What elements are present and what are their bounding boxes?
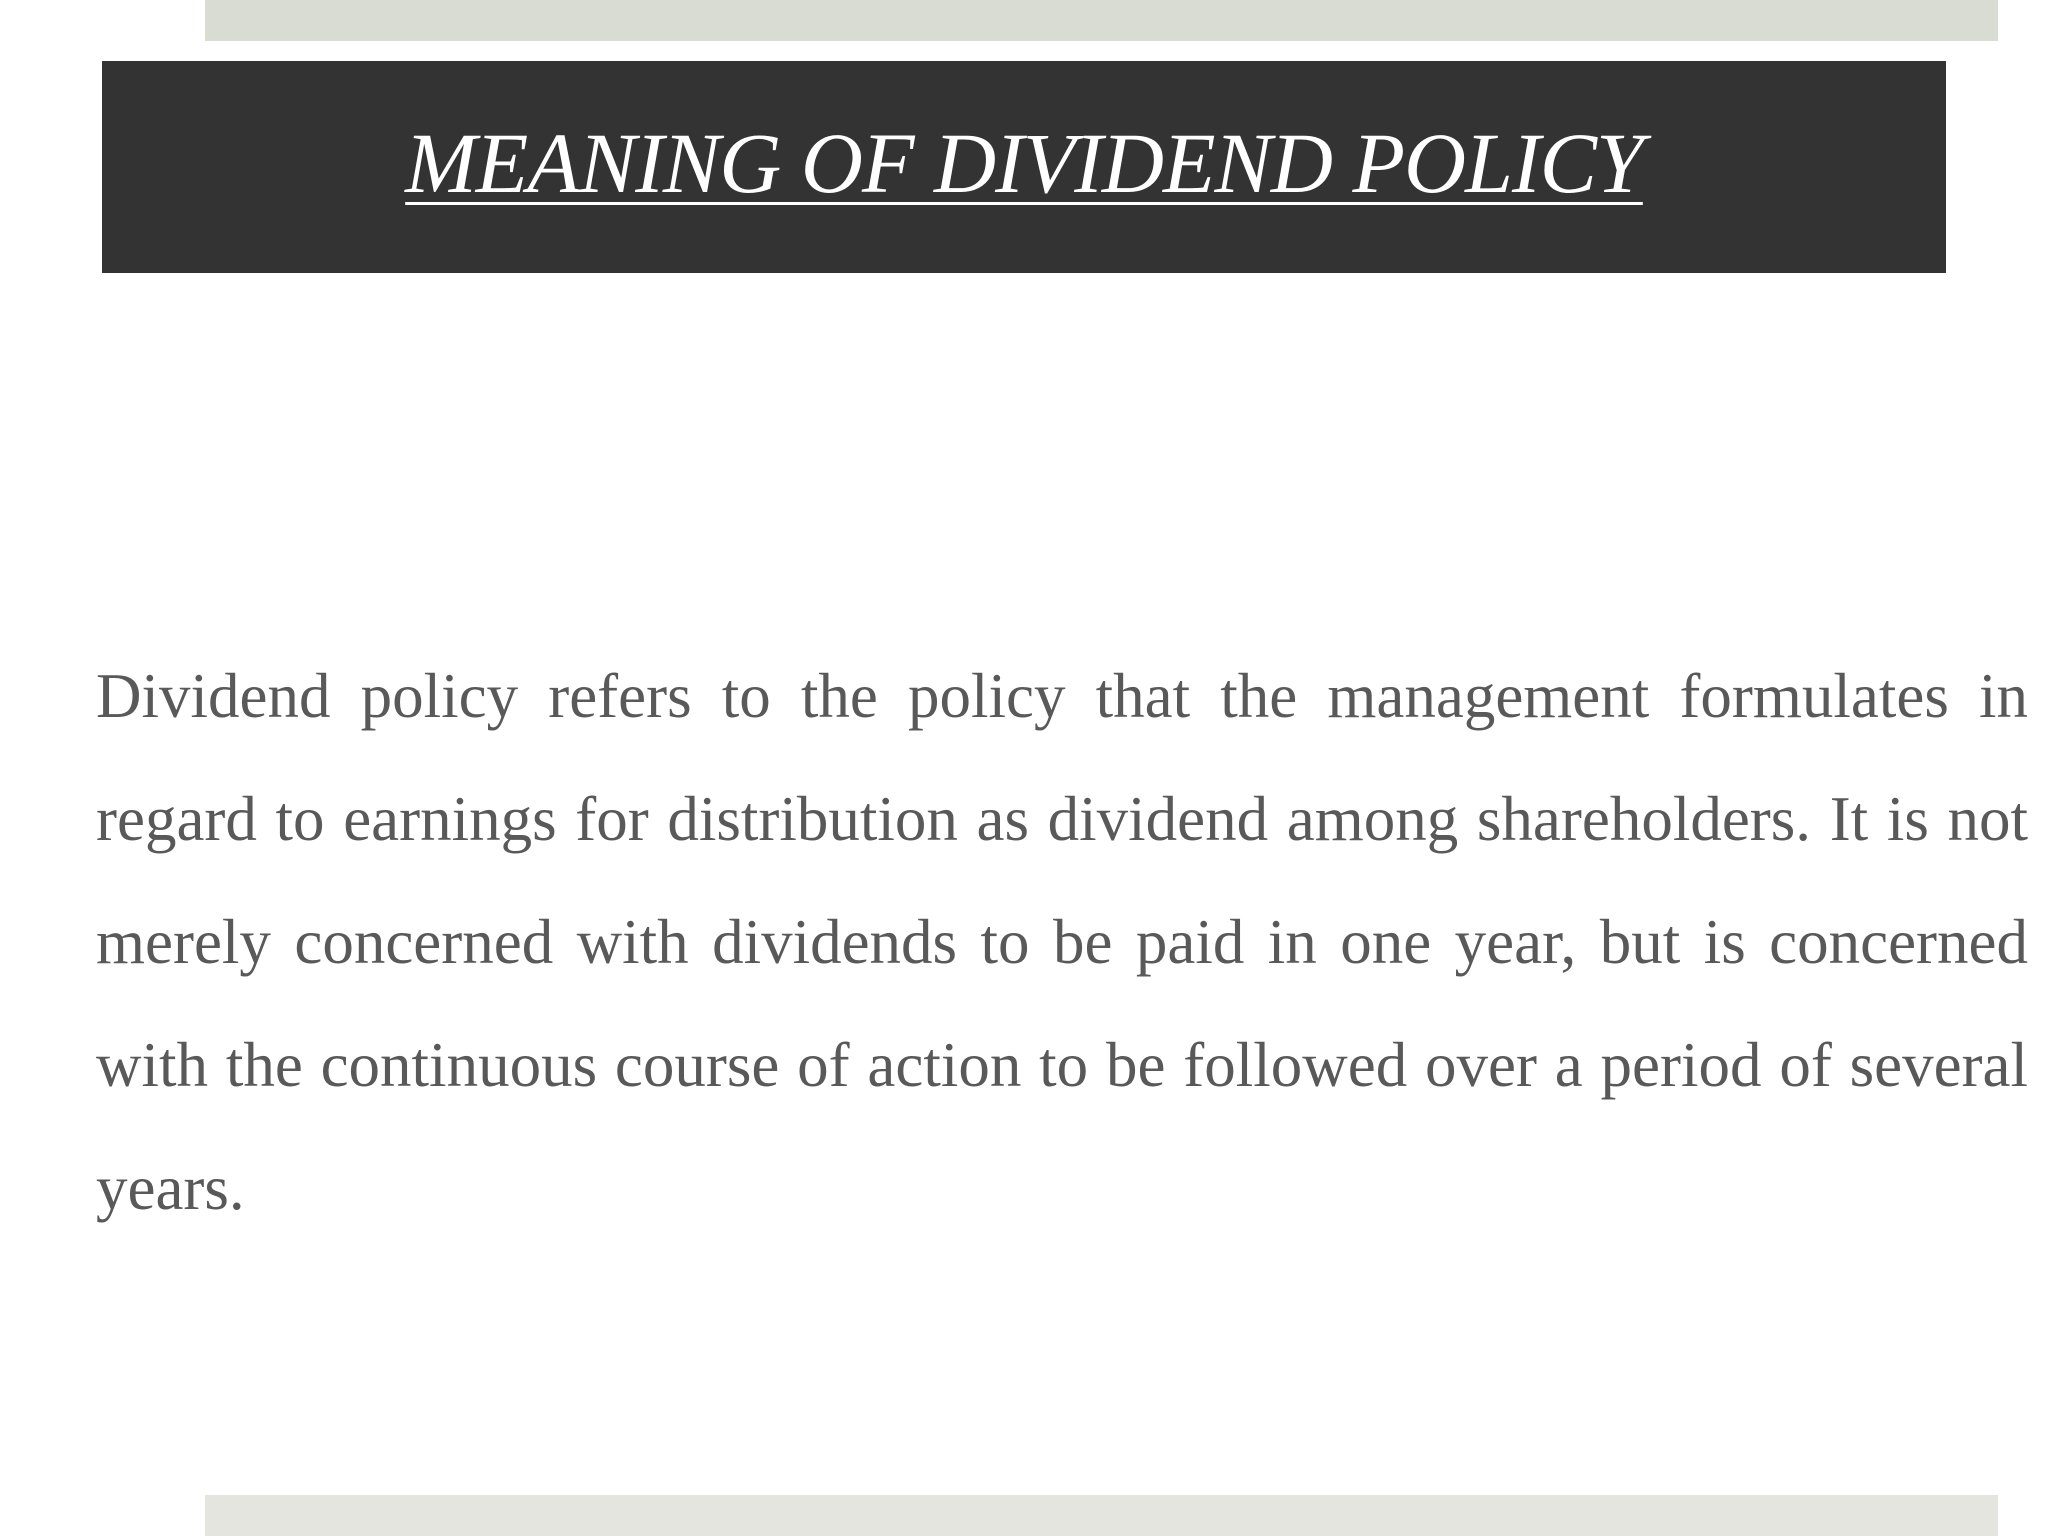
bottom-decorative-band <box>205 1495 1998 1536</box>
title-bar <box>102 61 1946 273</box>
slide-title: MEANING OF DIVIDEND POLICY <box>405 115 1643 211</box>
top-decorative-band <box>205 0 1998 41</box>
slide-body-text: Dividend policy refers to the policy that the management formulates in regard to earnings for distribution as dividend among shareholders. It is not merely concerned with dividends to be paid in one year, but is concerned with the continuous course of action to be followed over a period of several years. <box>96 661 2028 1223</box>
